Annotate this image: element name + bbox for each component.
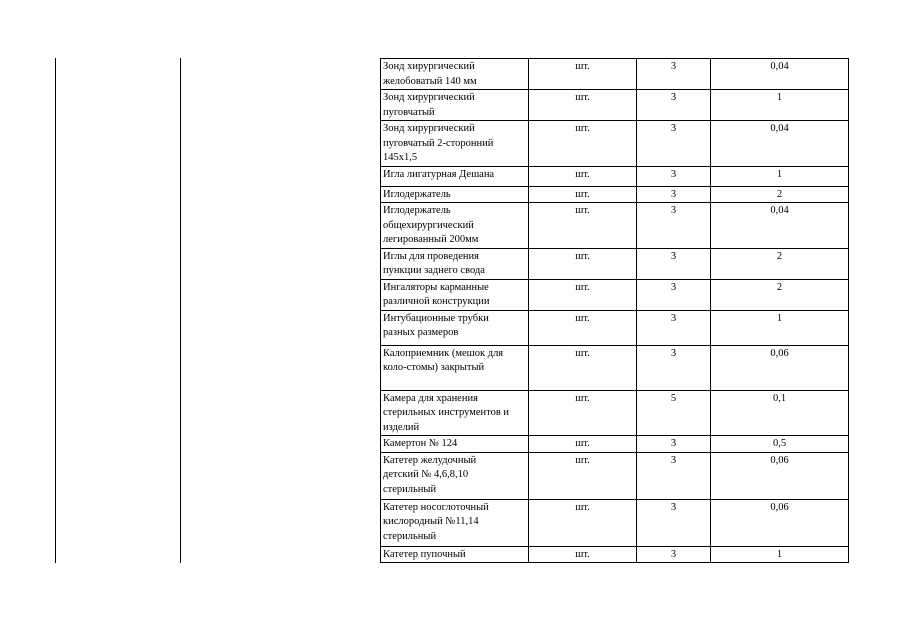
table-row (381, 59, 849, 90)
table-row (381, 546, 849, 563)
unit-cell: шт. (529, 166, 637, 186)
table-row (381, 279, 849, 310)
unit-cell: шт. (529, 279, 637, 310)
quantity-cell: 3 (637, 248, 711, 279)
item-name-cell: Игла лигатурная Дешана (381, 166, 529, 186)
table-row (381, 90, 849, 121)
value-cell: 2 (711, 186, 849, 203)
quantity-cell: 3 (637, 499, 711, 546)
quantity-cell: 3 (637, 90, 711, 121)
left-border-line (55, 58, 56, 563)
unit-cell: шт. (529, 310, 637, 345)
value-cell: 2 (711, 279, 849, 310)
quantity-cell: 3 (637, 59, 711, 90)
value-cell: 1 (711, 90, 849, 121)
table-row (381, 186, 849, 203)
table-row (381, 166, 849, 186)
quantity-cell: 3 (637, 310, 711, 345)
unit-cell: шт. (529, 203, 637, 249)
item-name-cell: Интубационные трубки разных размеров (381, 310, 529, 345)
table-row (381, 310, 849, 345)
quantity-cell: 3 (637, 452, 711, 499)
unit-cell: шт. (529, 59, 637, 90)
table-row (381, 248, 849, 279)
table-row (381, 452, 849, 499)
table-row (381, 436, 849, 453)
item-name-cell: Иглодержатель общехирургический легированный 200мм (381, 203, 529, 249)
quantity-cell: 3 (637, 166, 711, 186)
unit-cell: шт. (529, 499, 637, 546)
item-name-cell: Камертон № 124 (381, 436, 529, 453)
item-name-cell: Катетер носоглоточный кислородный №11,14 стерильный (381, 499, 529, 546)
value-cell: 2 (711, 248, 849, 279)
quantity-cell: 3 (637, 186, 711, 203)
quantity-cell: 3 (637, 546, 711, 563)
quantity-cell: 3 (637, 279, 711, 310)
value-cell: 0,1 (711, 390, 849, 436)
table-row (381, 390, 849, 436)
value-cell: 1 (711, 166, 849, 186)
unit-cell: шт. (529, 121, 637, 167)
unit-cell: шт. (529, 436, 637, 453)
unit-cell: шт. (529, 546, 637, 563)
quantity-cell: 3 (637, 436, 711, 453)
quantity-cell: 3 (637, 121, 711, 167)
item-name-cell: Зонд хирургический пуговчатый 2-сторонний 145х1,5 (381, 121, 529, 167)
value-cell: 1 (711, 546, 849, 563)
value-cell: 0,04 (711, 203, 849, 249)
item-name-cell: Зонд хирургический желобоватый 140 мм (381, 59, 529, 90)
value-cell: 0,04 (711, 59, 849, 90)
left-column-divider (180, 58, 181, 563)
table-row (381, 203, 849, 249)
unit-cell: шт. (529, 345, 637, 390)
quantity-cell: 3 (637, 345, 711, 390)
item-name-cell: Зонд хирургический пуговчатый (381, 90, 529, 121)
unit-cell: шт. (529, 186, 637, 203)
table-row (381, 121, 849, 167)
value-cell: 0,06 (711, 345, 849, 390)
quantity-cell: 5 (637, 390, 711, 436)
item-name-cell: Камера для хранения стерильных инструментов и изделий (381, 390, 529, 436)
value-cell: 0,5 (711, 436, 849, 453)
item-name-cell: Катетер желудочный детский № 4,6,8,10 стерильный (381, 452, 529, 499)
item-name-cell: Иглодержатель (381, 186, 529, 203)
table-row (381, 499, 849, 546)
item-name-cell: Калоприемник (мешок для коло-стомы) закрытый (381, 345, 529, 390)
unit-cell: шт. (529, 390, 637, 436)
unit-cell: шт. (529, 90, 637, 121)
table-row (381, 345, 849, 390)
equipment-table (380, 58, 849, 563)
unit-cell: шт. (529, 248, 637, 279)
value-cell: 0,06 (711, 499, 849, 546)
item-name-cell: Иглы для проведения пункции заднего свода (381, 248, 529, 279)
unit-cell: шт. (529, 452, 637, 499)
quantity-cell: 3 (637, 203, 711, 249)
equipment-table-body (381, 59, 849, 563)
item-name-cell: Катетер пупочный (381, 546, 529, 563)
item-name-cell: Ингаляторы карманные различной конструкции (381, 279, 529, 310)
value-cell: 0,04 (711, 121, 849, 167)
value-cell: 1 (711, 310, 849, 345)
value-cell: 0,06 (711, 452, 849, 499)
